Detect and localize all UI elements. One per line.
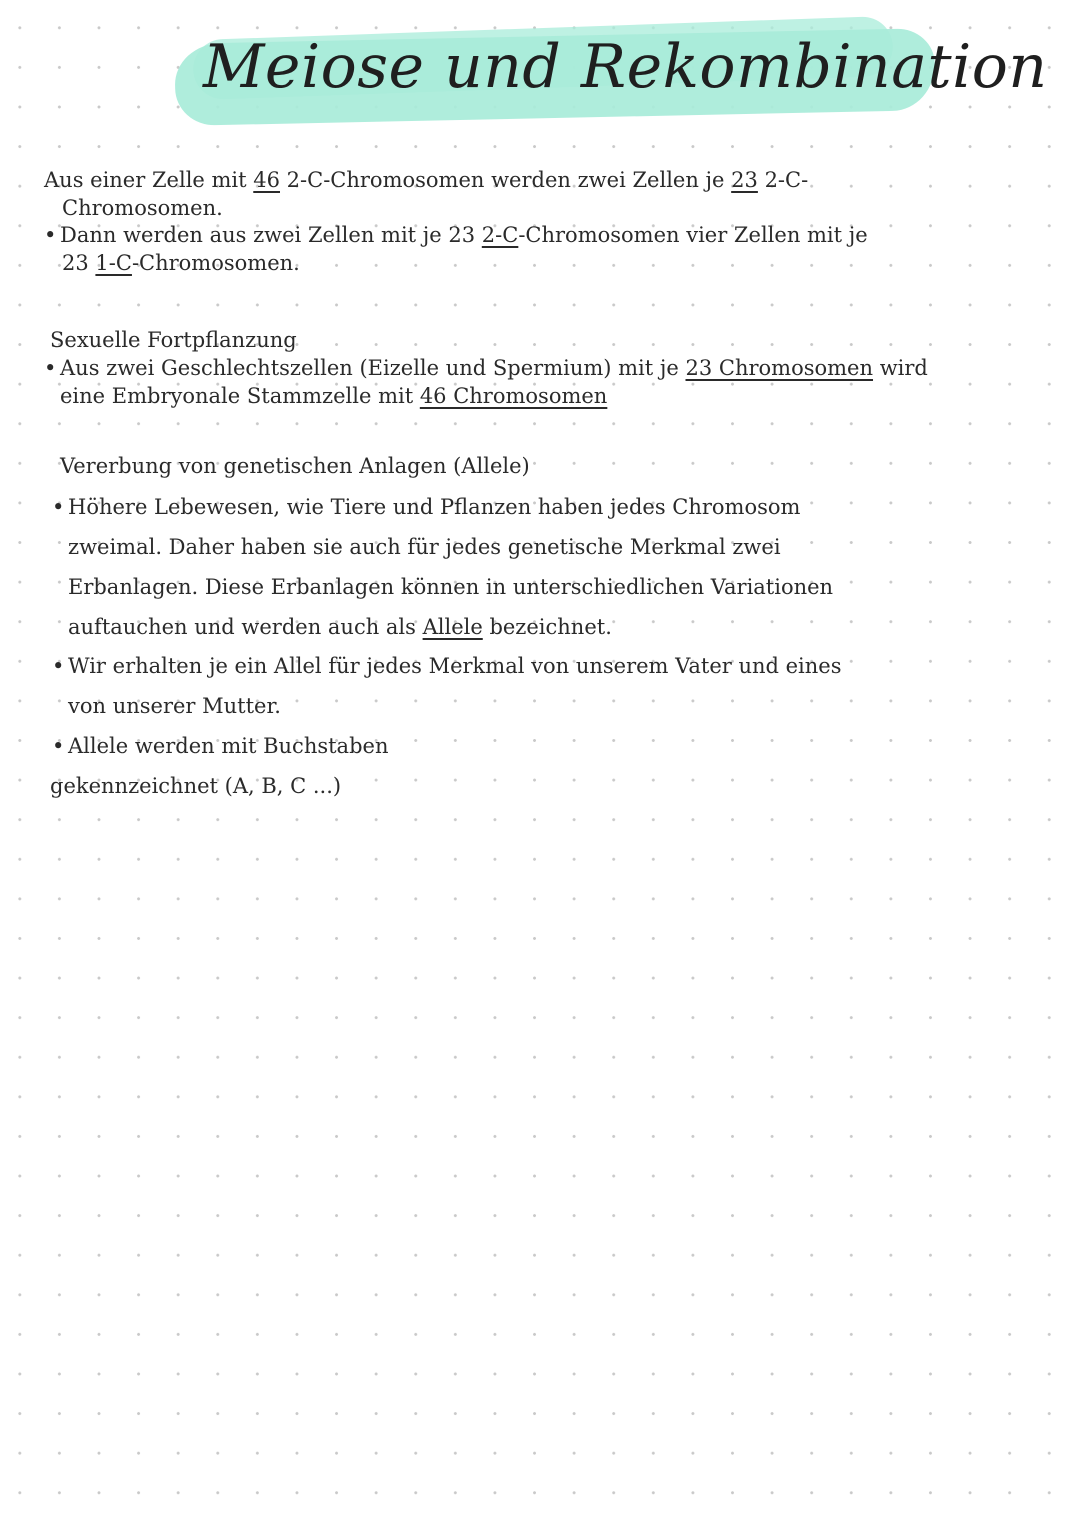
inheritance-bullet-1-line-3: Erbanlagen. Diese Erbanlagen können in unterschiedlichen Variationen <box>68 575 834 599</box>
text-run: wird <box>873 356 928 380</box>
inheritance-bullet-2-line-2: von unserer Mutter. <box>68 694 281 718</box>
inheritance-bullet-2-line-1 <box>52 646 842 686</box>
text-run: Höhere Lebewesen, wie Tiere und Pflanzen haben jedes Chromosom <box>68 495 801 519</box>
bullet-dot: • <box>52 654 65 678</box>
text-run: Aus einer Zelle mit <box>44 168 254 192</box>
underlined-term: 1-C <box>95 251 132 275</box>
text-run: Allele werden mit Buchstaben <box>68 734 389 758</box>
text-run: Aus zwei Geschlechtszellen (Eizelle und Spermium) mit je <box>60 356 686 380</box>
bullet-dot: • <box>52 734 65 758</box>
inheritance-bullet-1-line-2: zweimal. Daher haben sie auch für jedes genetische Merkmal zwei <box>68 535 781 559</box>
underlined-number: 23 <box>731 168 758 192</box>
text-run: bezeichnet. <box>482 615 612 639</box>
page-title: Meiose und Rekombination <box>203 32 1048 102</box>
reproduction-line-2 <box>60 383 607 410</box>
text-run: 2-C-Chromosomen werden zwei Zellen je <box>280 168 732 192</box>
text-run: -Chromosomen. <box>131 251 300 275</box>
meiosis-line-2: Chromosomen. <box>62 196 223 220</box>
bullet-dot: • <box>44 356 57 380</box>
underlined-number: 46 <box>253 168 280 192</box>
meiosis-line-3 <box>44 222 868 249</box>
inheritance-bullet-3-line-1 <box>52 726 388 766</box>
underlined-term: 23 Chromosomen <box>685 356 874 380</box>
text-run: 23 <box>62 251 96 275</box>
meiosis-line-1 <box>44 167 808 194</box>
underlined-term: Allele <box>422 615 483 639</box>
inheritance-bullet-1-line-4 <box>68 607 612 647</box>
section-heading-reproduction: Sexuelle Fortpflanzung <box>50 328 297 352</box>
text-run: eine Embryonale Stammzelle mit <box>60 384 420 408</box>
bullet-dot: • <box>52 495 65 519</box>
inheritance-bullet-1-line-1 <box>52 487 800 527</box>
text-run: 2-C- <box>757 168 809 192</box>
text-run: Dann werden aus zwei Zellen mit je 23 <box>60 223 482 247</box>
text-run: Wir erhalten je ein Allel für jedes Merkmal von unserem Vater und eines <box>68 654 842 678</box>
underlined-term: 46 Chromosomen <box>419 384 608 408</box>
section-heading-inheritance: Vererbung von genetischen Anlagen (Allele) <box>60 454 530 478</box>
underlined-term: 2-C <box>481 223 519 247</box>
text-run: auftauchen und werden auch als <box>68 615 423 639</box>
title-block <box>175 22 1048 127</box>
reproduction-line-1 <box>44 355 928 382</box>
text-run: -Chromosomen vier Zellen mit je <box>518 223 868 247</box>
bullet-dot: • <box>44 223 57 247</box>
inheritance-bullet-3-line-2: gekennzeichnet (A, B, C ...) <box>50 774 342 798</box>
meiosis-line-4 <box>62 250 300 277</box>
